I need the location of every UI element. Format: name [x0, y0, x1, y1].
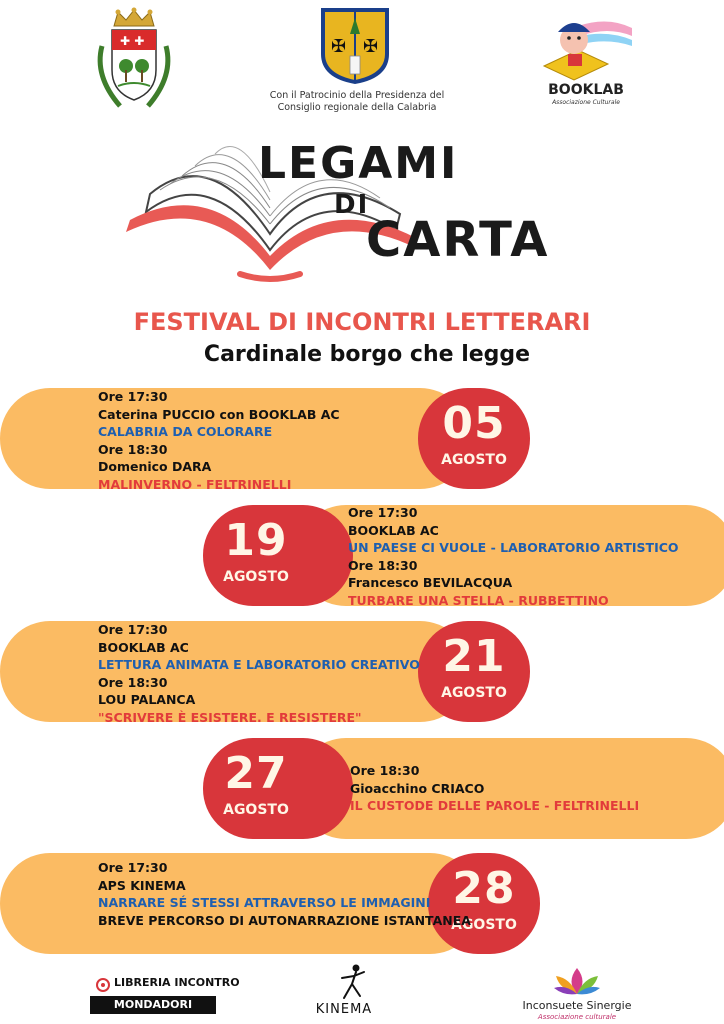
event-line: "SCRIVERE È ESISTERE. E RESISTERE" [98, 709, 362, 725]
calabria-region-emblem-icon [317, 4, 393, 86]
event-line: UN PAESE CI VUOLE - LABORATORIO ARTISTICO [348, 540, 679, 555]
event-line: Gioacchino CRIACO [350, 780, 485, 796]
svg-text:✠: ✠ [363, 36, 379, 57]
title-line-1: LEGAMI [258, 138, 459, 189]
svg-text:✚ ✚: ✚ ✚ [120, 34, 145, 48]
event-details [98, 621, 420, 726]
event-line: BREVE PERCORSO DI AUTONARRAZIONE ISTANTANEA [98, 912, 471, 928]
svg-text:✠: ✠ [331, 36, 347, 57]
sponsor-libreria-incontro: LIBRERIA INCONTRO [114, 976, 240, 989]
event-details [350, 762, 639, 815]
event-day: 27 [224, 748, 288, 799]
event-line: Caterina PUCCIO con BOOKLAB AC [98, 406, 340, 422]
sponsor-inconsuete-sinergie: Inconsuete Sinergie [522, 999, 632, 1012]
event-day: 05 [442, 398, 506, 449]
event-day: 21 [442, 631, 506, 682]
event-line: TURBARE UNA STELLA - RUBBETTINO [348, 592, 609, 608]
booklab-logo-name: BOOKLAB [548, 82, 624, 98]
title-line-2: DI [334, 190, 370, 220]
event-line: MALINVERNO - FELTRINELLI [98, 476, 292, 492]
title-line-3: CARTA [366, 212, 550, 268]
event-line: CALABRIA DA COLORARE [98, 424, 273, 439]
sponsor-mondadori: MONDADORI [90, 996, 216, 1014]
patronage-line-2: Consiglio regionale della Calabria [277, 102, 437, 113]
municipal-coat-of-arms-icon [90, 6, 178, 114]
patronage-line-1: Con il Patrocinio della Presidenza del [269, 90, 445, 101]
event-date-badge [203, 505, 353, 606]
patronage-text [262, 90, 452, 114]
event-details [98, 859, 471, 929]
event-day: 19 [224, 515, 288, 566]
inconsuete-lotus-icon [552, 966, 602, 998]
event-date-badge [418, 621, 530, 722]
event-line: LOU PALANCA [98, 692, 196, 707]
festival-subtitle: Cardinale borgo che legge [203, 342, 531, 367]
event-line: Ore 18:30 [98, 674, 168, 690]
event-line: Ore 18:30 [350, 763, 420, 778]
event-line: Domenico DARA [98, 459, 212, 474]
event-details [98, 388, 340, 493]
event-line: Ore 17:30 [348, 505, 418, 520]
event-month: AGOSTO [441, 452, 507, 468]
event-month: AGOSTO [223, 802, 289, 818]
event-line: NARRARE SÉ STESSI ATTRAVERSO LE IMMAGINI [98, 895, 431, 910]
event-details [348, 504, 679, 609]
booklab-mascot-icon [538, 6, 634, 82]
event-line: IL CUSTODE DELLE PAROLE - FELTRINELLI [350, 798, 640, 813]
kinema-dancer-icon [330, 962, 370, 1002]
event-line: LETTURA ANIMATA E LABORATORIO CREATIVO [98, 657, 420, 672]
event-day: 28 [452, 863, 516, 914]
event-date-badge [418, 388, 530, 489]
libreria-logo-icon [96, 977, 110, 991]
sponsor-inconsuete-subtitle: Associazione culturale [537, 1013, 617, 1021]
event-month: AGOSTO [451, 917, 517, 933]
event-line: Ore 17:30 [98, 860, 168, 875]
event-month: AGOSTO [223, 569, 289, 585]
event-line: Ore 17:30 [98, 622, 168, 637]
event-date-badge [203, 738, 353, 839]
sponsor-kinema: KINEMA [315, 1002, 373, 1017]
event-line: BOOKLAB AC [98, 639, 189, 655]
event-month: AGOSTO [441, 685, 507, 701]
event-line: BOOKLAB AC [348, 522, 439, 538]
festival-heading: FESTIVAL DI INCONTRI LETTERARI [133, 308, 591, 336]
booklab-logo-subtitle: Associazione Culturale [552, 99, 620, 106]
event-line: Francesco BEVILACQUA [348, 575, 513, 590]
event-line: Ore 18:30 [348, 557, 418, 573]
event-line: APS KINEMA [98, 877, 186, 893]
event-line: Ore 18:30 [98, 441, 168, 457]
event-line: Ore 17:30 [98, 389, 168, 404]
